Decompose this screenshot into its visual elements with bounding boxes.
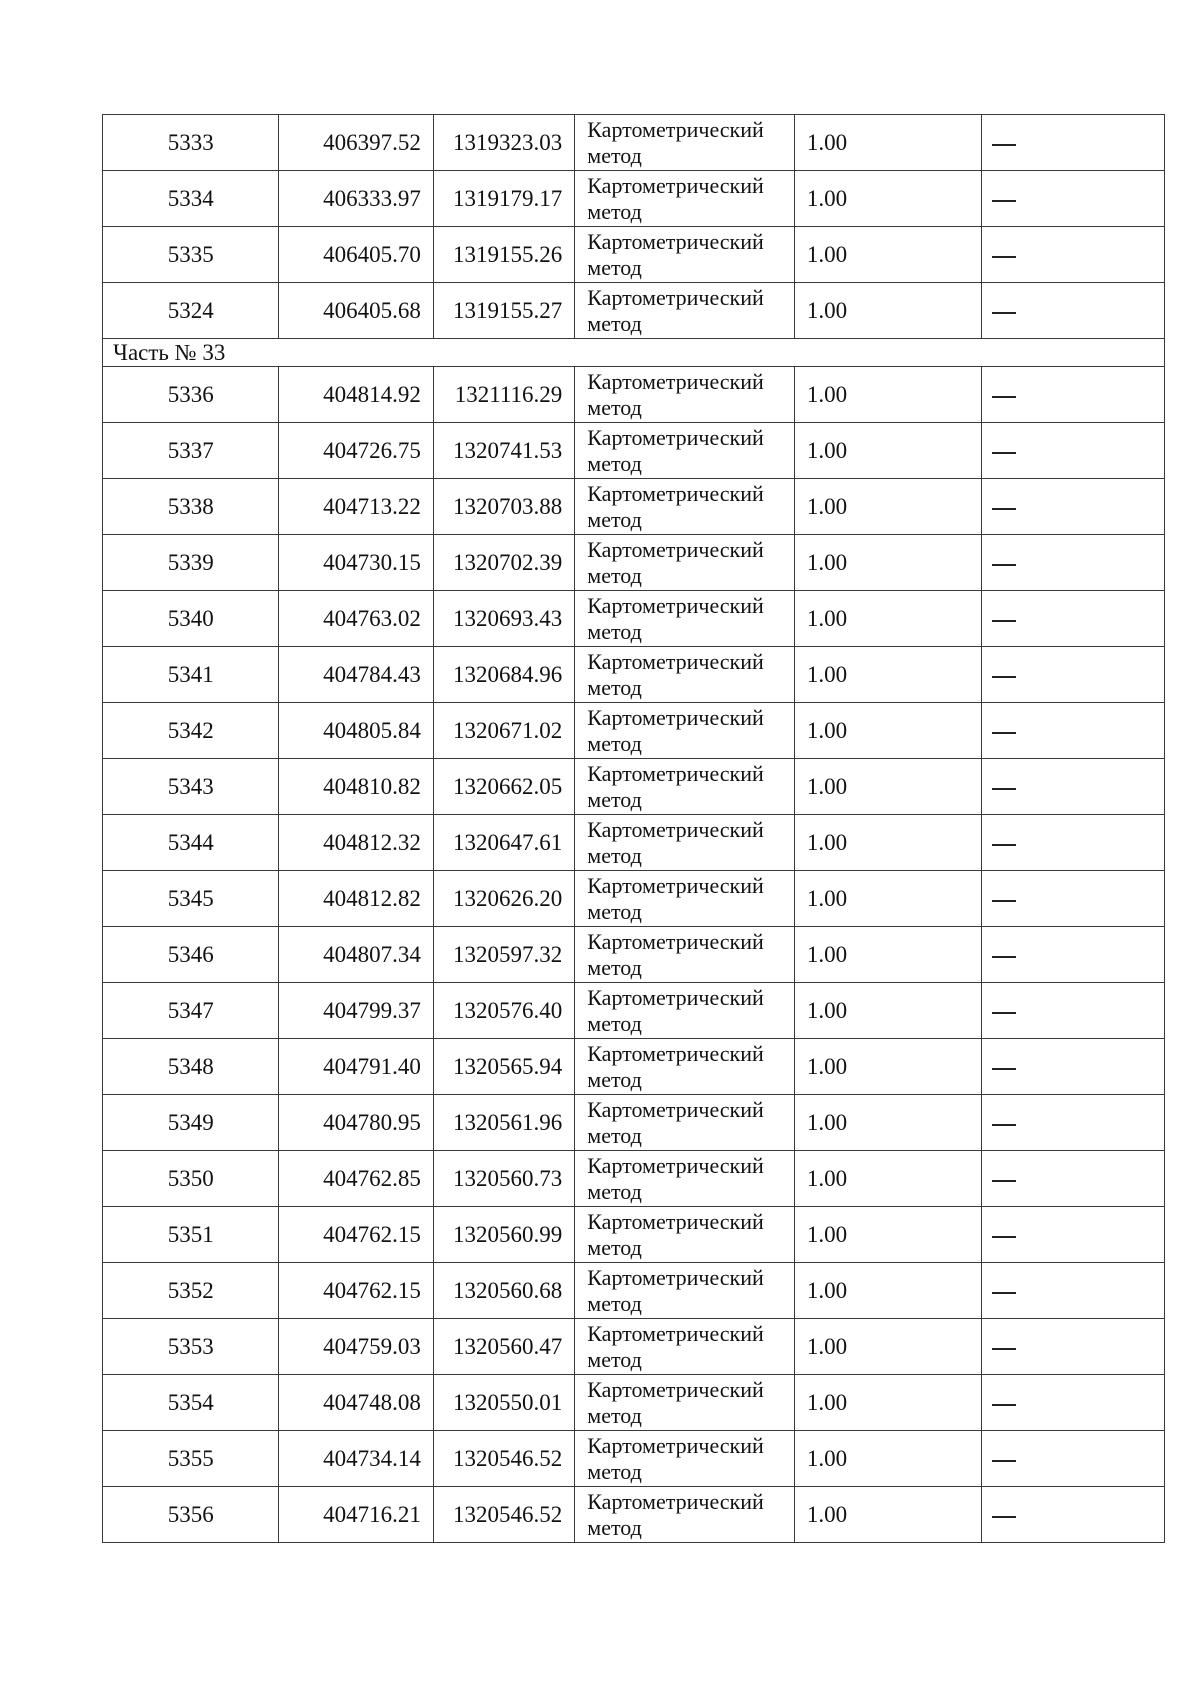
point-number-cell: 5350: [103, 1151, 279, 1207]
method-line-1: Картометрический: [587, 872, 764, 898]
method-line-2: метод: [587, 1178, 642, 1204]
point-number-cell: 5351: [103, 1207, 279, 1263]
point-number-cell: 5343: [103, 759, 279, 815]
dash-mark: [992, 1012, 1016, 1014]
accuracy-cell: 1.00: [794, 1319, 982, 1375]
method-line-1: Картометрический: [587, 1040, 764, 1066]
method-line-1: Картометрический: [587, 592, 764, 618]
dash-mark: [992, 1404, 1016, 1406]
description-cell: [982, 759, 1165, 815]
dash-mark: [992, 676, 1016, 678]
x-coordinate-cell: 404807.34: [279, 927, 433, 983]
x-coordinate-cell: 404791.40: [279, 1039, 433, 1095]
method-cell: [575, 703, 795, 759]
accuracy-cell: 1.00: [794, 171, 982, 227]
method-line-2: метод: [587, 730, 642, 756]
point-number-cell: 5336: [103, 367, 279, 423]
x-coordinate-cell: 406397.52: [279, 115, 433, 171]
dash-mark: [992, 788, 1016, 790]
point-number-cell: 5333: [103, 115, 279, 171]
description-cell: [982, 1375, 1165, 1431]
description-cell: [982, 1263, 1165, 1319]
method-cell: [575, 535, 795, 591]
method-cell: [575, 647, 795, 703]
dash-mark: [992, 732, 1016, 734]
part-label: Часть № 33: [103, 339, 1165, 367]
y-coordinate-cell: 1320684.96: [433, 647, 574, 703]
method-cell: [575, 423, 795, 479]
y-coordinate-cell: 1320546.52: [433, 1431, 574, 1487]
dash-mark: [992, 312, 1016, 314]
dash-mark: [992, 1348, 1016, 1350]
y-coordinate-cell: 1320550.01: [433, 1375, 574, 1431]
table-row: [103, 1487, 1165, 1543]
method-line-2: метод: [587, 842, 642, 868]
table-row: [103, 647, 1165, 703]
method-cell: [575, 1431, 795, 1487]
table-row: [103, 1207, 1165, 1263]
x-coordinate-cell: 406405.70: [279, 227, 433, 283]
method-cell: [575, 759, 795, 815]
method-line-1: Картометрический: [587, 1432, 764, 1458]
method-line-2: метод: [587, 786, 642, 812]
x-coordinate-cell: 404762.15: [279, 1263, 433, 1319]
method-line-2: метод: [587, 674, 642, 700]
accuracy-cell: 1.00: [794, 367, 982, 423]
method-line-1: Картометрический: [587, 116, 764, 142]
y-coordinate-cell: 1319323.03: [433, 115, 574, 171]
description-cell: [982, 1319, 1165, 1375]
accuracy-cell: 1.00: [794, 1375, 982, 1431]
description-cell: [982, 1151, 1165, 1207]
method-line-2: метод: [587, 1514, 642, 1540]
point-number-cell: 5348: [103, 1039, 279, 1095]
y-coordinate-cell: 1320560.99: [433, 1207, 574, 1263]
method-line-1: Картометрический: [587, 984, 764, 1010]
method-cell: [575, 815, 795, 871]
x-coordinate-cell: 404734.14: [279, 1431, 433, 1487]
accuracy-cell: 1.00: [794, 1431, 982, 1487]
y-coordinate-cell: 1320546.52: [433, 1487, 574, 1543]
description-cell: [982, 535, 1165, 591]
x-coordinate-cell: 404713.22: [279, 479, 433, 535]
method-line-1: Картометрический: [587, 1264, 764, 1290]
x-coordinate-cell: 404784.43: [279, 647, 433, 703]
method-line-2: метод: [587, 394, 642, 420]
dash-mark: [992, 844, 1016, 846]
point-number-cell: 5355: [103, 1431, 279, 1487]
method-line-1: Картометрический: [587, 228, 764, 254]
method-cell: [575, 1375, 795, 1431]
point-number-cell: 5356: [103, 1487, 279, 1543]
table-row: [103, 1263, 1165, 1319]
method-line-1: Картометрический: [587, 1320, 764, 1346]
accuracy-cell: 1.00: [794, 1151, 982, 1207]
dash-mark: [992, 1292, 1016, 1294]
method-line-2: метод: [587, 562, 642, 588]
accuracy-cell: 1.00: [794, 1039, 982, 1095]
method-cell: [575, 983, 795, 1039]
y-coordinate-cell: 1320647.61: [433, 815, 574, 871]
table-row: [103, 815, 1165, 871]
accuracy-cell: 1.00: [794, 647, 982, 703]
method-line-1: Картометрический: [587, 648, 764, 674]
method-line-1: Картометрический: [587, 172, 764, 198]
y-coordinate-cell: 1319155.27: [433, 283, 574, 339]
point-number-cell: 5338: [103, 479, 279, 535]
x-coordinate-cell: 404716.21: [279, 1487, 433, 1543]
method-cell: [575, 367, 795, 423]
method-line-2: метод: [587, 1346, 642, 1372]
part-header-row: [103, 339, 1165, 367]
x-coordinate-cell: 404762.15: [279, 1207, 433, 1263]
method-line-2: метод: [587, 198, 642, 224]
table-row: [103, 871, 1165, 927]
table-row: [103, 1431, 1165, 1487]
accuracy-cell: 1.00: [794, 479, 982, 535]
y-coordinate-cell: 1320576.40: [433, 983, 574, 1039]
point-number-cell: 5324: [103, 283, 279, 339]
accuracy-cell: 1.00: [794, 703, 982, 759]
y-coordinate-cell: 1320560.68: [433, 1263, 574, 1319]
point-number-cell: 5334: [103, 171, 279, 227]
dash-mark: [992, 564, 1016, 566]
y-coordinate-cell: 1319179.17: [433, 171, 574, 227]
accuracy-cell: 1.00: [794, 283, 982, 339]
method-line-1: Картометрический: [587, 480, 764, 506]
description-cell: [982, 815, 1165, 871]
dash-mark: [992, 900, 1016, 902]
point-number-cell: 5349: [103, 1095, 279, 1151]
method-line-1: Картометрический: [587, 928, 764, 954]
dash-mark: [992, 1068, 1016, 1070]
y-coordinate-cell: 1319155.26: [433, 227, 574, 283]
point-number-cell: 5346: [103, 927, 279, 983]
table-row: [103, 479, 1165, 535]
method-line-1: Картометрический: [587, 284, 764, 310]
method-line-2: метод: [587, 142, 642, 168]
method-line-1: Картометрический: [587, 1096, 764, 1122]
accuracy-cell: 1.00: [794, 535, 982, 591]
accuracy-cell: 1.00: [794, 423, 982, 479]
accuracy-cell: 1.00: [794, 1095, 982, 1151]
method-line-2: метод: [587, 1122, 642, 1148]
method-line-2: метод: [587, 1290, 642, 1316]
method-line-2: метод: [587, 1066, 642, 1092]
method-cell: [575, 115, 795, 171]
x-coordinate-cell: 404730.15: [279, 535, 433, 591]
description-cell: [982, 1039, 1165, 1095]
method-line-1: Картометрический: [587, 368, 764, 394]
dash-mark: [992, 1236, 1016, 1238]
table-row: [103, 591, 1165, 647]
y-coordinate-cell: 1320560.47: [433, 1319, 574, 1375]
x-coordinate-cell: 404805.84: [279, 703, 433, 759]
table-row: [103, 1319, 1165, 1375]
point-number-cell: 5337: [103, 423, 279, 479]
table-row: [103, 1375, 1165, 1431]
method-cell: [575, 927, 795, 983]
accuracy-cell: 1.00: [794, 927, 982, 983]
point-number-cell: 5341: [103, 647, 279, 703]
dash-mark: [992, 144, 1016, 146]
method-cell: [575, 1095, 795, 1151]
x-coordinate-cell: 404762.85: [279, 1151, 433, 1207]
method-line-2: метод: [587, 254, 642, 280]
table-row: [103, 1039, 1165, 1095]
x-coordinate-cell: 404812.82: [279, 871, 433, 927]
description-cell: [982, 479, 1165, 535]
accuracy-cell: 1.00: [794, 227, 982, 283]
point-number-cell: 5340: [103, 591, 279, 647]
method-line-1: Картометрический: [587, 536, 764, 562]
dash-mark: [992, 200, 1016, 202]
description-cell: [982, 115, 1165, 171]
description-cell: [982, 983, 1165, 1039]
dash-mark: [992, 396, 1016, 398]
accuracy-cell: 1.00: [794, 759, 982, 815]
method-line-2: метод: [587, 310, 642, 336]
description-cell: [982, 227, 1165, 283]
x-coordinate-cell: 404814.92: [279, 367, 433, 423]
table-row: [103, 535, 1165, 591]
method-line-2: метод: [587, 618, 642, 644]
y-coordinate-cell: 1320693.43: [433, 591, 574, 647]
table-row: [103, 759, 1165, 815]
x-coordinate-cell: 404763.02: [279, 591, 433, 647]
method-cell: [575, 1487, 795, 1543]
method-cell: [575, 1039, 795, 1095]
point-number-cell: 5339: [103, 535, 279, 591]
dash-mark: [992, 256, 1016, 258]
method-line-1: Картометрический: [587, 1152, 764, 1178]
point-number-cell: 5352: [103, 1263, 279, 1319]
description-cell: [982, 1095, 1165, 1151]
accuracy-cell: 1.00: [794, 871, 982, 927]
method-line-1: Картометрический: [587, 1208, 764, 1234]
accuracy-cell: 1.00: [794, 591, 982, 647]
point-number-cell: 5347: [103, 983, 279, 1039]
dash-mark: [992, 1460, 1016, 1462]
method-cell: [575, 1263, 795, 1319]
table-row: [103, 1151, 1165, 1207]
accuracy-cell: 1.00: [794, 815, 982, 871]
y-coordinate-cell: 1320561.96: [433, 1095, 574, 1151]
method-cell: [575, 479, 795, 535]
point-number-cell: 5344: [103, 815, 279, 871]
dash-mark: [992, 956, 1016, 958]
description-cell: [982, 283, 1165, 339]
point-number-cell: 5345: [103, 871, 279, 927]
x-coordinate-cell: 404726.75: [279, 423, 433, 479]
method-cell: [575, 1207, 795, 1263]
method-cell: [575, 1319, 795, 1375]
point-number-cell: 5335: [103, 227, 279, 283]
method-line-2: метод: [587, 1402, 642, 1428]
method-line-2: метод: [587, 450, 642, 476]
table-row: [103, 927, 1165, 983]
y-coordinate-cell: 1320702.39: [433, 535, 574, 591]
table-row: [103, 367, 1165, 423]
method-cell: [575, 227, 795, 283]
method-line-1: Картометрический: [587, 1488, 764, 1514]
description-cell: [982, 423, 1165, 479]
x-coordinate-cell: 404799.37: [279, 983, 433, 1039]
method-line-2: метод: [587, 898, 642, 924]
table-row: [103, 983, 1165, 1039]
x-coordinate-cell: 404810.82: [279, 759, 433, 815]
dash-mark: [992, 1124, 1016, 1126]
dash-mark: [992, 1180, 1016, 1182]
accuracy-cell: 1.00: [794, 1487, 982, 1543]
description-cell: [982, 591, 1165, 647]
dash-mark: [992, 1516, 1016, 1518]
dash-mark: [992, 508, 1016, 510]
method-line-2: метод: [587, 954, 642, 980]
method-line-2: метод: [587, 1010, 642, 1036]
description-cell: [982, 927, 1165, 983]
method-line-1: Картометрический: [587, 704, 764, 730]
accuracy-cell: 1.00: [794, 1263, 982, 1319]
table-row: [103, 283, 1165, 339]
accuracy-cell: 1.00: [794, 1207, 982, 1263]
method-cell: [575, 171, 795, 227]
coordinates-table-body: [103, 115, 1165, 1543]
method-line-1: Картометрический: [587, 424, 764, 450]
table-row: [103, 227, 1165, 283]
method-line-2: метод: [587, 506, 642, 532]
point-number-cell: 5353: [103, 1319, 279, 1375]
accuracy-cell: 1.00: [794, 115, 982, 171]
x-coordinate-cell: 404759.03: [279, 1319, 433, 1375]
point-number-cell: 5342: [103, 703, 279, 759]
x-coordinate-cell: 404780.95: [279, 1095, 433, 1151]
y-coordinate-cell: 1320597.32: [433, 927, 574, 983]
description-cell: [982, 367, 1165, 423]
accuracy-cell: 1.00: [794, 983, 982, 1039]
x-coordinate-cell: 404748.08: [279, 1375, 433, 1431]
method-cell: [575, 283, 795, 339]
description-cell: [982, 703, 1165, 759]
y-coordinate-cell: 1320671.02: [433, 703, 574, 759]
method-cell: [575, 591, 795, 647]
y-coordinate-cell: 1320565.94: [433, 1039, 574, 1095]
y-coordinate-cell: 1321116.29: [433, 367, 574, 423]
method-line-1: Картометрический: [587, 1376, 764, 1402]
y-coordinate-cell: 1320662.05: [433, 759, 574, 815]
x-coordinate-cell: 406405.68: [279, 283, 433, 339]
description-cell: [982, 647, 1165, 703]
table-row: [103, 115, 1165, 171]
method-line-2: метод: [587, 1458, 642, 1484]
description-cell: [982, 171, 1165, 227]
x-coordinate-cell: 406333.97: [279, 171, 433, 227]
table-row: [103, 171, 1165, 227]
method-line-2: метод: [587, 1234, 642, 1260]
x-coordinate-cell: 404812.32: [279, 815, 433, 871]
description-cell: [982, 871, 1165, 927]
table-row: [103, 423, 1165, 479]
point-number-cell: 5354: [103, 1375, 279, 1431]
y-coordinate-cell: 1320741.53: [433, 423, 574, 479]
table-row: [103, 703, 1165, 759]
dash-mark: [992, 620, 1016, 622]
method-cell: [575, 871, 795, 927]
method-cell: [575, 1151, 795, 1207]
y-coordinate-cell: 1320560.73: [433, 1151, 574, 1207]
description-cell: [982, 1207, 1165, 1263]
method-line-1: Картометрический: [587, 760, 764, 786]
description-cell: [982, 1487, 1165, 1543]
dash-mark: [992, 452, 1016, 454]
coordinates-table: [102, 114, 1165, 1543]
method-line-1: Картометрический: [587, 816, 764, 842]
y-coordinate-cell: 1320626.20: [433, 871, 574, 927]
table-row: [103, 1095, 1165, 1151]
description-cell: [982, 1431, 1165, 1487]
y-coordinate-cell: 1320703.88: [433, 479, 574, 535]
